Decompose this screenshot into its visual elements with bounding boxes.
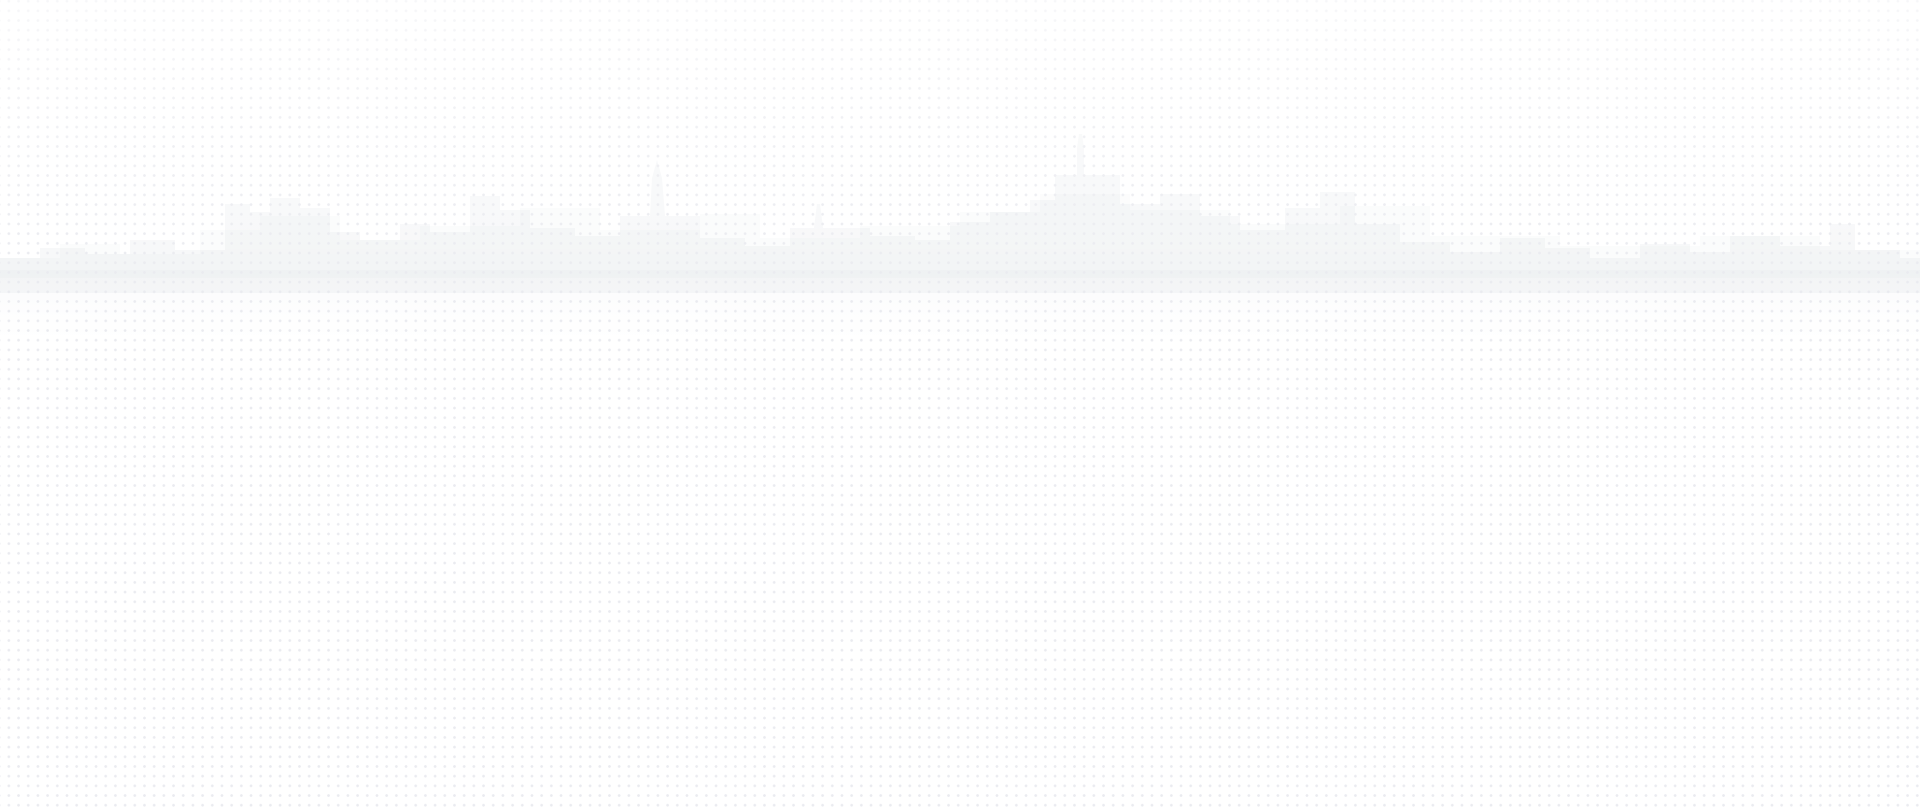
skyline-ground-haze	[0, 270, 1920, 340]
top-fade-overlay	[0, 0, 1920, 280]
skyline-back-silhouette	[0, 194, 1920, 278]
skyline-front-silhouette	[0, 134, 1920, 293]
city-skyline-watermark	[0, 118, 1920, 293]
